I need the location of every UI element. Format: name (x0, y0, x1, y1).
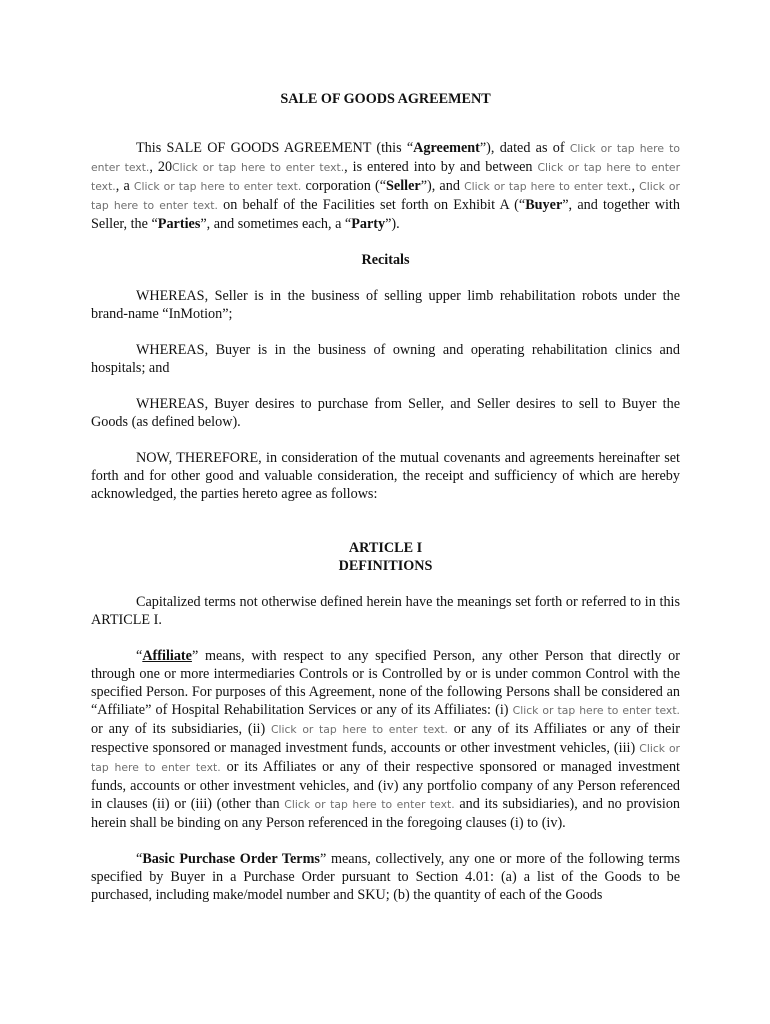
document-page (91, 90, 680, 904)
affiliate-placeholder-field-3[interactable]: Click or tap here to enter text. (91, 742, 680, 774)
affiliate-placeholder-field-1[interactable]: Click or tap here to enter text. (512, 704, 680, 717)
definitions-intro-paragraph: Capitalized terms not otherwise defined herein have the meanings set forth or referred to in this ARTICLE I. (91, 594, 680, 628)
now-therefore-paragraph: NOW, THEREFORE, in consideration of the mutual covenants and agreements hereinafter set forth and for other good and valuable consideration, the receipt and sufficiency of which are hereby acknowledged, the parties hereto agree as follows: (91, 450, 680, 502)
intro-paragraph: This SALE OF GOODS AGREEMENT (this “Agreement”), dated as of Click or tap here to enter text., 20Click or tap here to enter text., is entered into by and between Click or tap here to enter text., a Click or tap here to enter text. corporation (“Seller”), and Click or tap here to enter text., Click or tap here to enter text. on behalf of the Facilities set forth on Exhibit A (“Buyer”, and together with Seller, the “Parties”, and sometimes each, a “Party”). (91, 140, 681, 232)
basic-purchase-order-terms-paragraph: “Basic Purchase Order Terms” means, collectively, any one or more of the following terms specified by Buyer in a Purchase Order pursuant to Section 4.01: (a) a list of the Goods to be purchased, including make/model number and SKU; (b) the quantity of each of the Goods (91, 851, 680, 903)
whereas-paragraph-3: WHEREAS, Buyer desires to purchase from Seller, and Seller desires to sell to Buyer the Goods (as defined below). (91, 396, 680, 430)
seller-name-placeholder-field[interactable]: Click or tap here to enter text. (91, 161, 681, 193)
defined-term-party: Party (351, 216, 386, 232)
defined-term-agreement: Agreement (413, 140, 480, 156)
year-placeholder-field[interactable]: Click or tap here to enter text. (172, 161, 345, 174)
defined-term-affiliate: Affiliate (142, 648, 192, 664)
defined-term-buyer: Buyer (525, 197, 563, 213)
defined-term-basic-purchase-order-terms: Basic Purchase Order Terms (142, 851, 320, 867)
seller-state-placeholder-field[interactable]: Click or tap here to enter text. (133, 180, 302, 193)
article-heading (91, 539, 680, 575)
affiliate-placeholder-field-2[interactable]: Click or tap here to enter text. (270, 723, 448, 736)
article-number: ARTICLE I (348, 540, 423, 556)
defined-term-parties: Parties (157, 216, 201, 232)
document-title: SALE OF GOODS AGREEMENT (280, 91, 491, 107)
buyer-entity-placeholder-field[interactable]: Click or tap here to enter text. (91, 180, 680, 212)
defined-term-seller: Seller (386, 178, 421, 194)
recitals-heading: Recitals (361, 252, 410, 268)
buyer-name-placeholder-field[interactable]: Click or tap here to enter text. (464, 180, 632, 193)
date-placeholder-field[interactable]: Click or tap here to enter text. (91, 142, 680, 174)
whereas-paragraph-1: WHEREAS, Seller is in the business of selling upper limb rehabilitation robots under the brand-name “InMotion”; (91, 288, 680, 322)
whereas-paragraph-2: WHEREAS, Buyer is in the business of owning and operating rehabilitation clinics and hospitals; and (91, 342, 680, 376)
affiliate-placeholder-field-4[interactable]: Click or tap here to enter text. (284, 798, 455, 811)
affiliate-definition-paragraph: “Affiliate” means, with respect to any specified Person, any other Person that directly or through one or more intermediaries Controls or is Controlled by or is under common Control with the specified Person. For purposes of this Agreement, none of the following Persons shall be considered an “Affiliate” of Hospital Rehabilitation Services or any of its Affiliates: (i) Click or tap here to enter text. or any of its subsidiaries, (ii) Click or tap here to enter text. or any of its Affiliates or any of their respective sponsored or managed investment funds, accounts or other investment vehicles, (iii) Click or tap here to enter text. or its Affiliates or any of their respective sponsored or managed investment funds, accounts or other investment vehicles, and (iv) any portfolio company of any Person referenced in clauses (ii) or (iii) (other than Click or tap here to enter text. and its subsidiaries), and no provision herein shall be binding on any Person referenced in the foregoing clauses (i) to (iv). (91, 648, 681, 831)
article-title: DEFINITIONS (338, 558, 433, 574)
